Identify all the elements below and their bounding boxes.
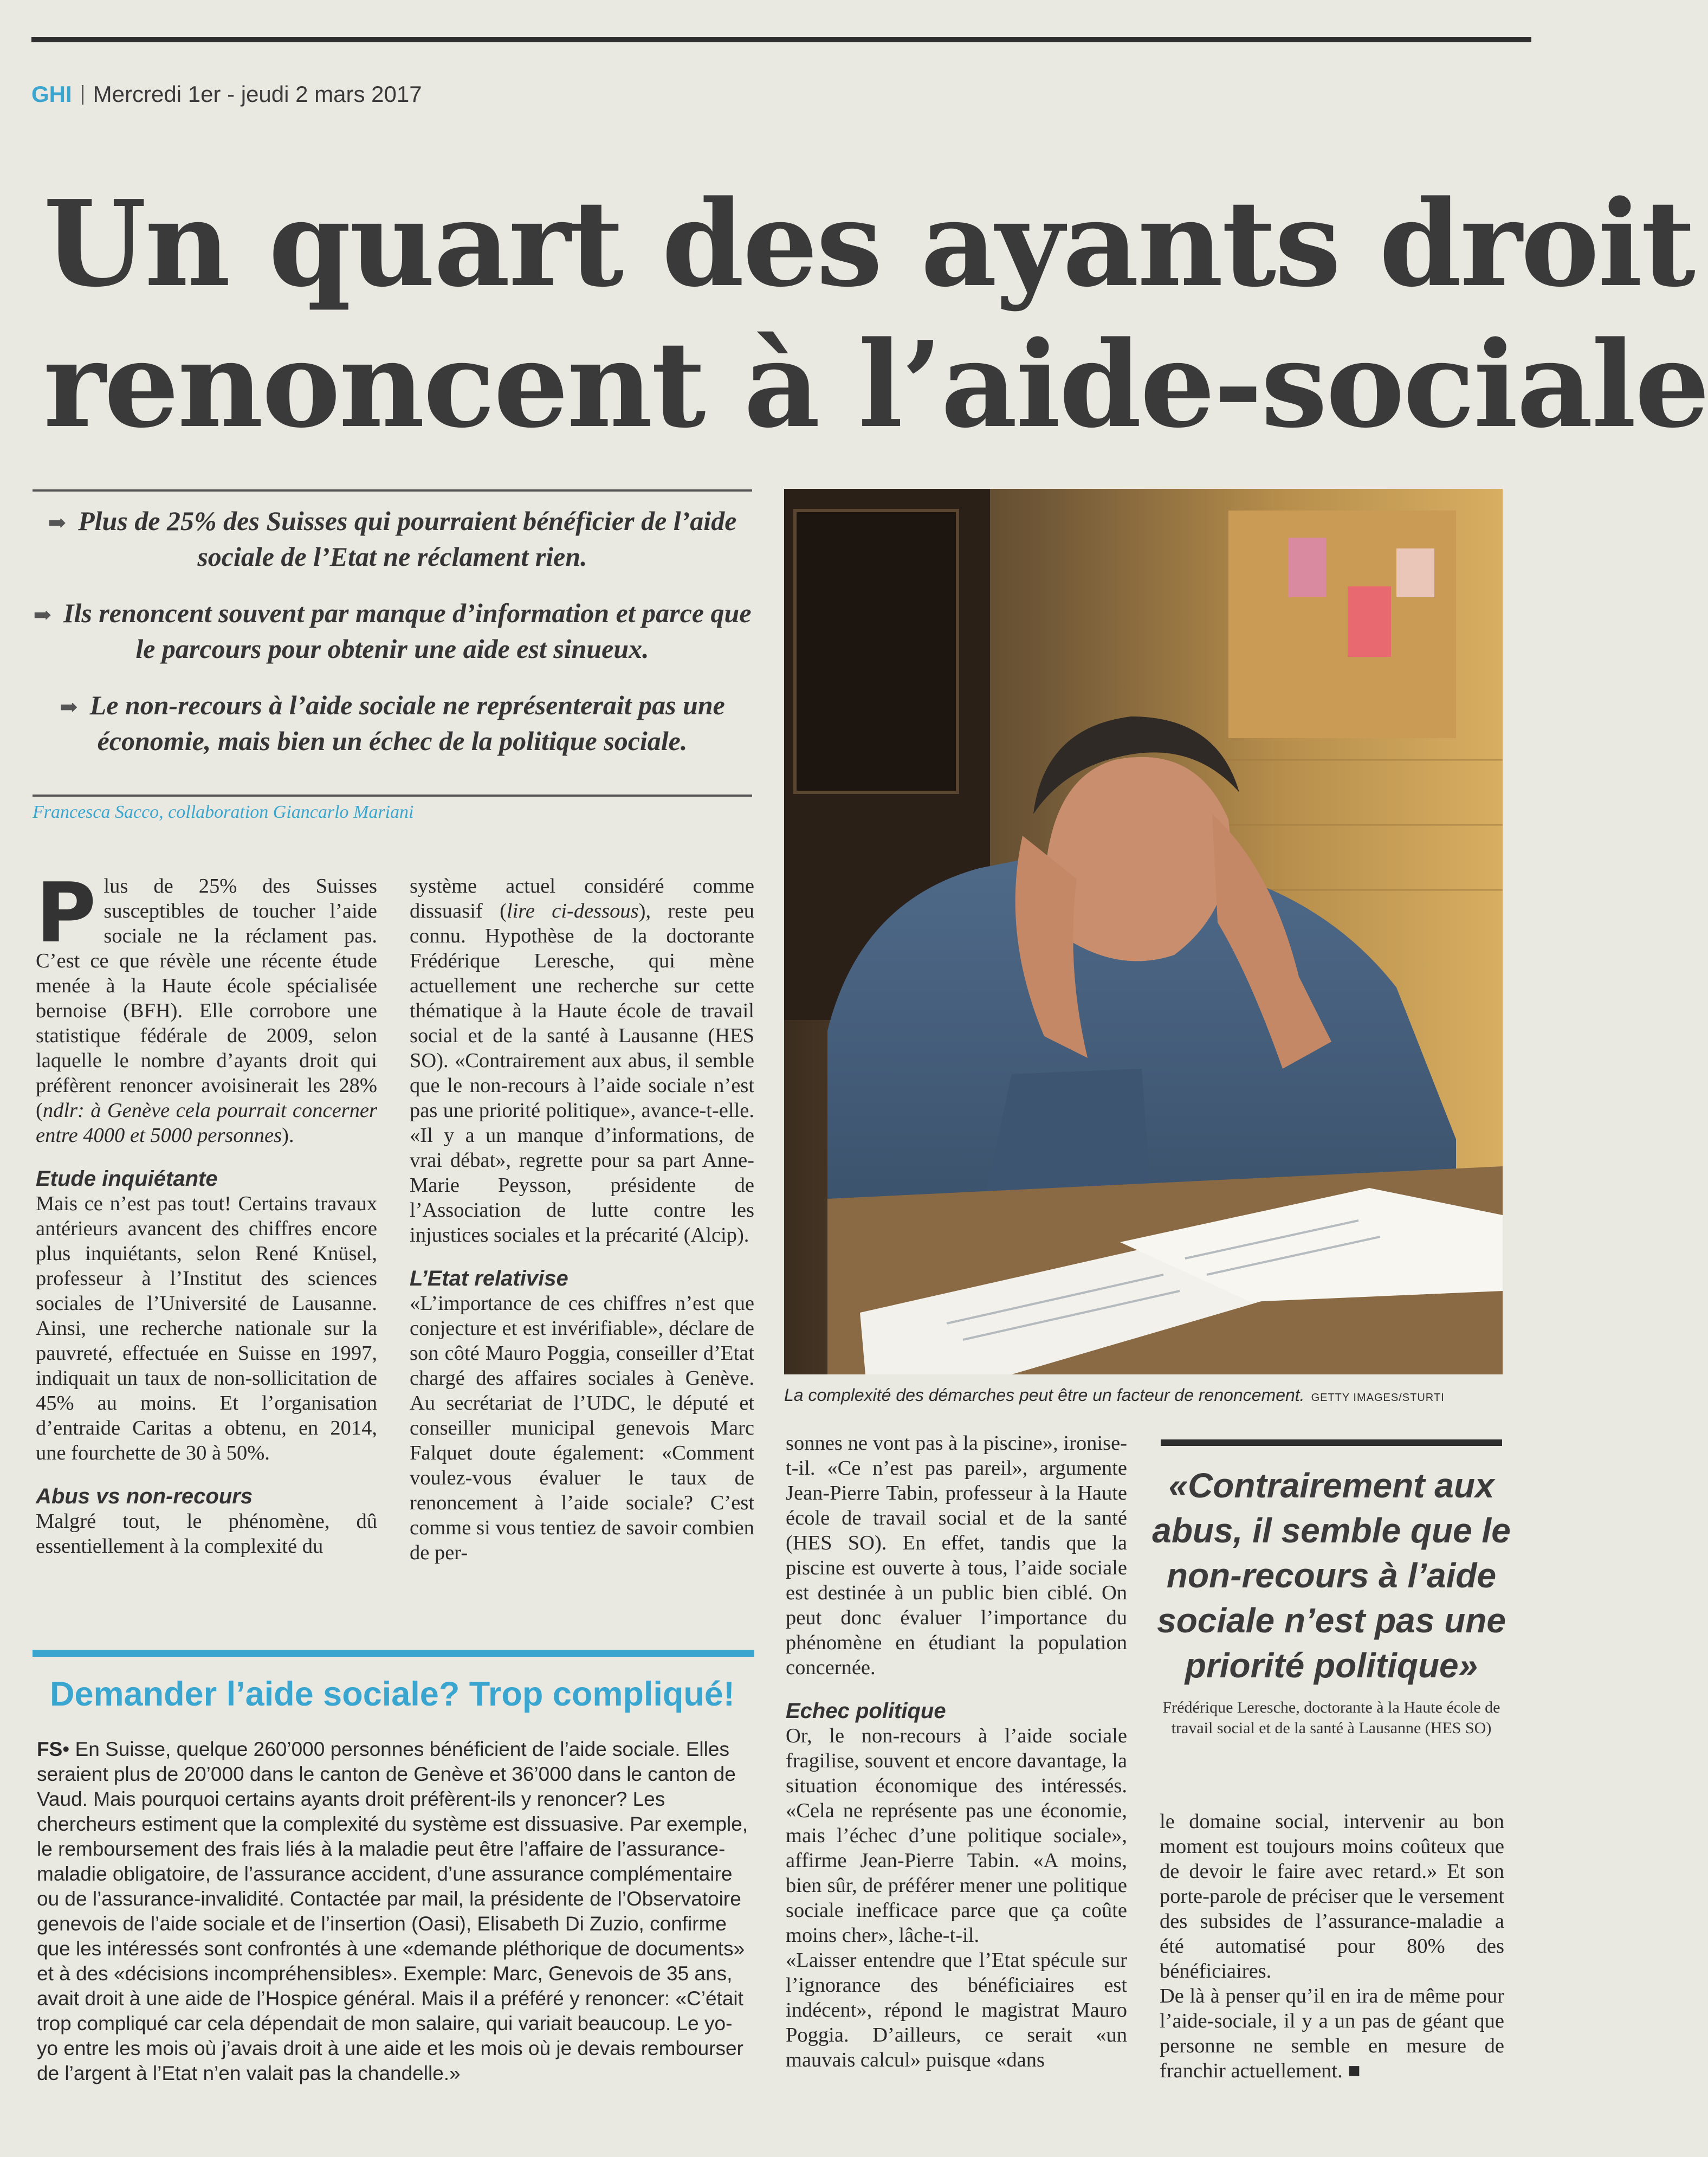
lead-summary bbox=[33, 504, 752, 780]
article-paragraph: Or, le non-recours à l’aide sociale fragilise, souvent et encore davantage, la situation économique des intéressés. «Cela ne représente pas une économie, mais l’échec d’une politique sociale», affirme Jean-Pierre Tabin. «A moins, bien sûr, de préférer mener une politique sociale inefficace parce que ça coûte moins cher», lâche-t-il. bbox=[786, 1725, 1127, 1947]
subheading: Echec politique bbox=[786, 1699, 946, 1723]
pull-quote-attribution: Frédérique Leresche, doctorante à la Haute école de travail social et de la santé à Lausanne (HES SO) bbox=[1162, 1699, 1500, 1737]
lead-point: ➡ Le non-recours à l’aide sociale ne représenterait pas une économie, mais bien un échec de la politique sociale. bbox=[60, 690, 725, 756]
article-paragraph: le domaine social, intervenir au bon moment est toujours moins coûteux que de devoir le faire avec retard.» Et son porte-parole de préciser que le versement des subsides de l’assurance-maladie a été automatisé pour 80% des bénéficiaires. bbox=[1160, 1810, 1505, 1982]
box-rule bbox=[33, 1650, 754, 1657]
lead-bottom-rule bbox=[33, 795, 752, 797]
brand-logo: GHI bbox=[31, 81, 72, 107]
headline-line-1: Un quart des ayants droit bbox=[43, 175, 1694, 313]
subheading: L’Etat relativise bbox=[410, 1267, 568, 1290]
article-paragraph: «Laisser entendre que l’Etat spécule sur l’ignorance des bénéficiaires est indécent», répond le magistrat Mauro Poggia. D’ailleurs, ce serait «un mauvais calcul» puisque «dans bbox=[786, 1949, 1127, 2071]
pull-quote: «Contrairement aux abus, il semble que le non-recours à l’aide sociale n’est pas une priorité politique» bbox=[1152, 1466, 1511, 1685]
subheading: Abus vs non-recours bbox=[36, 1484, 253, 1508]
article-column-4 bbox=[1160, 1809, 1504, 2083]
article-paragraph: De là à penser qu’il en ira de même pour l’aide-sociale, il y a un pas de géant que personne ne semble en mesure de franchir actuellement. ■ bbox=[1160, 1985, 1504, 2082]
byline: Francesca Sacco, collaboration Giancarlo Mariani bbox=[33, 802, 414, 822]
arrow-icon: ➡ bbox=[33, 603, 51, 627]
box-text: FS• En Suisse, quelque 260’000 personnes bénéficient de l’aide sociale. Elles seraient plus de 20’000 dans le canton de Genève et 36’000 dans le canton de Vaud. Mais pourquoi certains ayants droit préfèrent-ils y renoncer? Les chercheurs estiment que la complexité du système est dissuasive. Par exemple, le remboursement des frais liés à la maladie peut être l’affaire de l’assurance-maladie obligatoire, de l’assurance accident, d’une assurance complémentaire ou de l’assurance-invalidité. Contactée par mail, la présidente de l’Observatoire genevois de l’aide sociale et de l’insertion (Oasi), Elisabeth Di Zuzio, confirme que les intéressés sont confrontés à une «demande pléthorique de documents» et à des «décisions incompréhensibles». Exemple: Marc, Genevois de 35 ans, avait droit à une aide de l’Hospice général. Mais il a préféré y renoncer: «C’était trop compliqué car cela dépendait de mon salaire, qui variait beaucoup. Le yo-yo entre les mois où j’avais droit à une aide et les mois où je devais rembourser de l’argent à l’Etat n’en valait pas la chandelle.» bbox=[37, 1738, 748, 2084]
article-paragraph: «L’importance de ces chiffres n’est que conjecture et est invérifiable», déclare de son côté Mauro Poggia, conseiller d’Etat chargé des affaires sociales à Genève. Au secrétariat de l’UDC, le député et conseiller municipal genevois Marc Falquet doute également: «Comment voulez-vous évaluer le taux de renoncement à l’aide sociale? C’est comme si vous tentiez de savoir combien de per- bbox=[410, 1292, 754, 1564]
issue-date: Mercredi 1er - jeudi 2 mars 2017 bbox=[93, 81, 422, 107]
lead-top-rule bbox=[33, 489, 752, 492]
article-photo bbox=[784, 489, 1503, 1374]
pull-quote-rule bbox=[1161, 1439, 1502, 1446]
article-column-1 bbox=[36, 865, 377, 1559]
headline-line-2: renoncent à l’aide-sociale bbox=[43, 315, 1708, 454]
article-paragraph: Malgré tout, le phénomène, dû essentiellement à la complexité du bbox=[36, 1510, 377, 1558]
lead-point: ➡ Ils renoncent souvent par manque d’information et parce que le parcours pour obtenir une aide est sinueux. bbox=[33, 598, 752, 664]
article-paragraph: Plus de 25% des Suisses susceptibles de toucher l’aide sociale ne la réclament pas. C’est ce que révèle une récente étude menée à la Haute école spécialisée bernoise (BFH). Elle corrobore une statistique fédérale de 2009, selon laquelle le nombre d’ayants droit qui préfèrent renoncer avoisinerait les 28% (ndlr: à Genève cela pourrait concerner entre 4000 et 5000 personnes). bbox=[36, 865, 377, 1147]
article-column-3 bbox=[786, 1431, 1127, 2072]
top-rule bbox=[31, 37, 1531, 42]
box-title: Demander l’aide sociale? Trop compliqué! bbox=[50, 1675, 735, 1713]
subheading: Etude inquiétante bbox=[36, 1167, 218, 1191]
article-paragraph: système actuel considéré comme dissuasif (lire ci-dessous), reste peu connu. Hypothèse de la doctorante Frédérique Leresche, qui mène actuellement une recherche sur cette thématique à la Haute école de travail social et de la santé à Lausanne (HES SO). «Contrairement aux abus, il semble que le non-recours à l’aide sociale n’est pas une priorité politique», avance-t-elle. «Il y a un manque d’informations, de vrai débat», regrette pour sa part Anne-Marie Peysson, présidente de l’Association de lutte contre les injustices sociales et la précarité (Alcip). bbox=[410, 875, 754, 1247]
headline bbox=[43, 173, 1708, 455]
article-column-2 bbox=[410, 874, 754, 1565]
author-initials: FS bbox=[37, 1738, 63, 1760]
arrow-icon: ➡ bbox=[48, 511, 67, 535]
page-header bbox=[31, 81, 422, 107]
photo-illustration bbox=[784, 489, 1503, 1374]
lead-point: ➡ Plus de 25% des Suisses qui pourraient bénéficier de l’aide sociale de l’Etat ne réclament rien. bbox=[48, 506, 737, 572]
photo-credit: GETTY IMAGES/STURTI bbox=[1311, 1392, 1445, 1404]
end-mark: ■ bbox=[1348, 2059, 1361, 2082]
drop-cap: P bbox=[36, 865, 96, 961]
article-paragraph: Mais ce n’est pas tout! Certains travaux antérieurs avancent des chiffres encore plus inquiétants, selon René Knüsel, professeur à l’Institut des sciences sociales de l’Université de Lausanne. Ainsi, une recherche nationale sur la pauvreté, effectuée en Suisse en 1997, indiquait un taux de non-sollicitation de 45% au moins. Et l’organisation d’entraide Caritas a obtenu, en 2014, une fourchette de 30 à 50%. bbox=[36, 1192, 377, 1464]
arrow-icon: ➡ bbox=[60, 695, 78, 719]
article-paragraph: sonnes ne vont pas à la piscine», ironise-t-il. «Ce n’est pas pareil», argumente Jean-Pierre Tabin, professeur à la Haute école de travail social et de la santé (HES SO). En effet, tandis que la piscine est ouverte à tous, l’aide sociale est destinée à un public bien ciblé. On peut donc évaluer l’importance du phénomène en étudiant la population concernée. bbox=[786, 1432, 1127, 1679]
header-separator bbox=[82, 85, 83, 105]
photo-caption: La complexité des démarches peut être un facteur de renoncement. GETTY IMAGES/STURTI bbox=[784, 1385, 1445, 1405]
